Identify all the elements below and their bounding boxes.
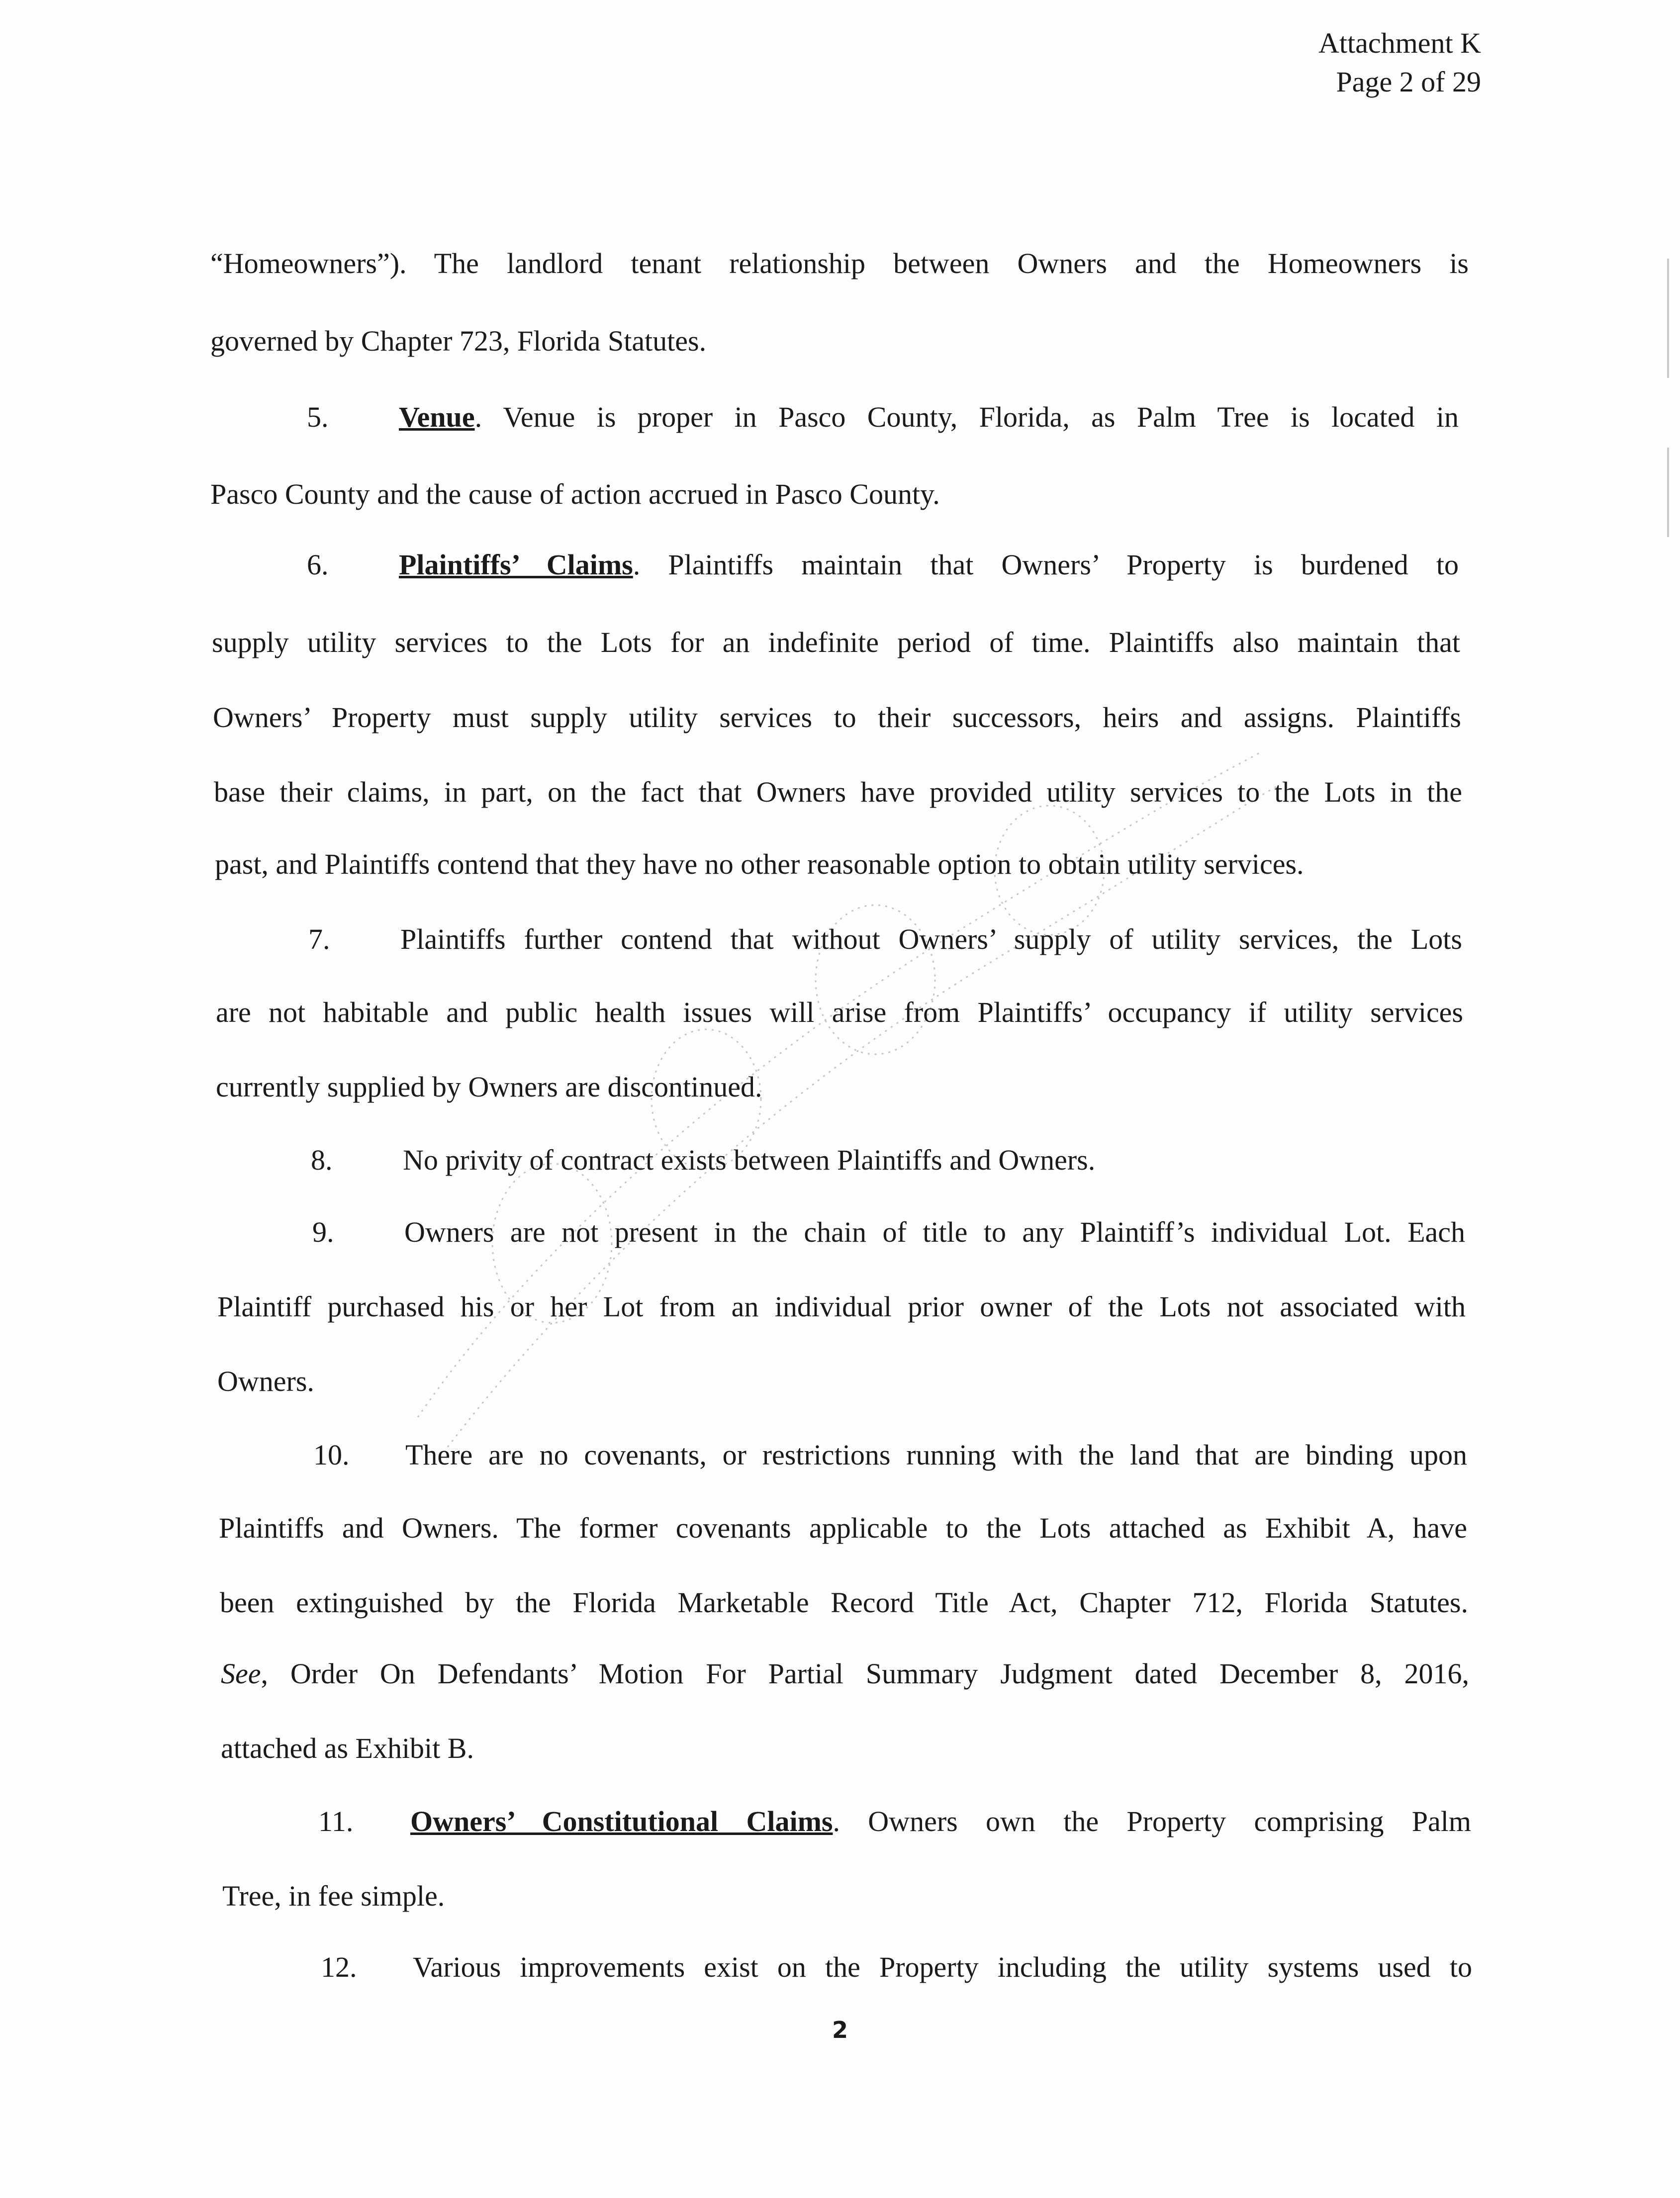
text-line: Pasco County and the cause of action accrued in Pasco County.: [210, 478, 940, 510]
text-line: No privity of contract exists between Plaintiffs and Owners.: [403, 1144, 1096, 1176]
section-heading-plaintiffs-claims: Plaintiffs’ Claims: [399, 549, 633, 581]
text-line: “Homeowners”). The landlord tenant relationship between Owners and the Homeowners is: [210, 247, 1469, 279]
text-line: supply utility services to the Lots for an indefinite period of time. Plaintiffs also maintain that: [212, 626, 1460, 658]
text-line: . Venue is proper in Pasco County, Florida, as Palm Tree is located in: [474, 401, 1459, 433]
text-line: Owners are not present in the chain of title to any Plaintiff’s individual Lot. Each: [404, 1216, 1465, 1248]
text-line: attached as Exhibit B.: [221, 1732, 474, 1764]
paragraph-number: 8.: [311, 1144, 333, 1176]
text-line: . Owners own the Property comprising Palm: [833, 1805, 1471, 1837]
attachment-label: Attachment K: [1318, 27, 1481, 59]
page-of-label: Page 2 of 29: [1336, 66, 1481, 98]
text-line: Tree, in fee simple.: [222, 1880, 445, 1912]
text-line: governed by Chapter 723, Florida Statutes.: [210, 325, 707, 357]
text-line: , Order On Defendants’ Motion For Partial Summary Judgment dated December 8, 2016,: [261, 1657, 1469, 1690]
paragraph-number: 5.: [307, 401, 329, 433]
text-line: Plaintiff purchased his or her Lot from an individual prior owner of the Lots not associated with: [217, 1290, 1466, 1323]
scan-edge-mark: [1667, 259, 1669, 378]
citation-signal: See: [221, 1657, 261, 1690]
page-number: 2: [832, 2016, 848, 2043]
text-line: Owners.: [217, 1365, 314, 1397]
paragraph-number: 10.: [313, 1439, 350, 1471]
text-line: Plaintiffs further contend that without Owners’ supply of utility services, the Lots: [400, 923, 1462, 955]
section-heading-owners-constitutional-claims: Owners’ Constitutional Claims: [410, 1805, 833, 1837]
text-line: . Plaintiffs maintain that Owners’ Property is burdened to: [633, 549, 1459, 581]
text-line: currently supplied by Owners are discontinued.: [216, 1071, 762, 1103]
scan-edge-mark: [1667, 448, 1669, 537]
text-line: There are no covenants, or restrictions running with the land that are binding upon: [405, 1439, 1467, 1471]
text-line: Owners’ Property must supply utility services to their successors, heirs and assigns. Plaintiffs: [213, 701, 1461, 733]
text-line: Plaintiffs and Owners. The former covenants applicable to the Lots attached as Exhibit A, have: [219, 1512, 1467, 1544]
text-line: been extinguished by the Florida Marketable Record Title Act, Chapter 712, Florida Statutes.: [220, 1586, 1468, 1619]
text-line: are not habitable and public health issues will arise from Plaintiffs’ occupancy if utility services: [216, 996, 1463, 1028]
text-line: Various improvements exist on the Property including the utility systems used to: [413, 1951, 1472, 1983]
paragraph-number: 11.: [318, 1805, 354, 1837]
paragraph-number: 7.: [308, 923, 330, 955]
text-line: base their claims, in part, on the fact that Owners have provided utility services to the Lots in the: [214, 776, 1462, 808]
page-header: [1318, 24, 1481, 101]
section-heading-venue: Venue: [399, 401, 475, 433]
paragraph-number: 12.: [321, 1951, 357, 1983]
text-line: past, and Plaintiffs contend that they have no other reasonable option to obtain utility services.: [215, 848, 1304, 880]
paragraph-number: 6.: [307, 549, 329, 581]
paragraph-number: 9.: [312, 1216, 334, 1248]
